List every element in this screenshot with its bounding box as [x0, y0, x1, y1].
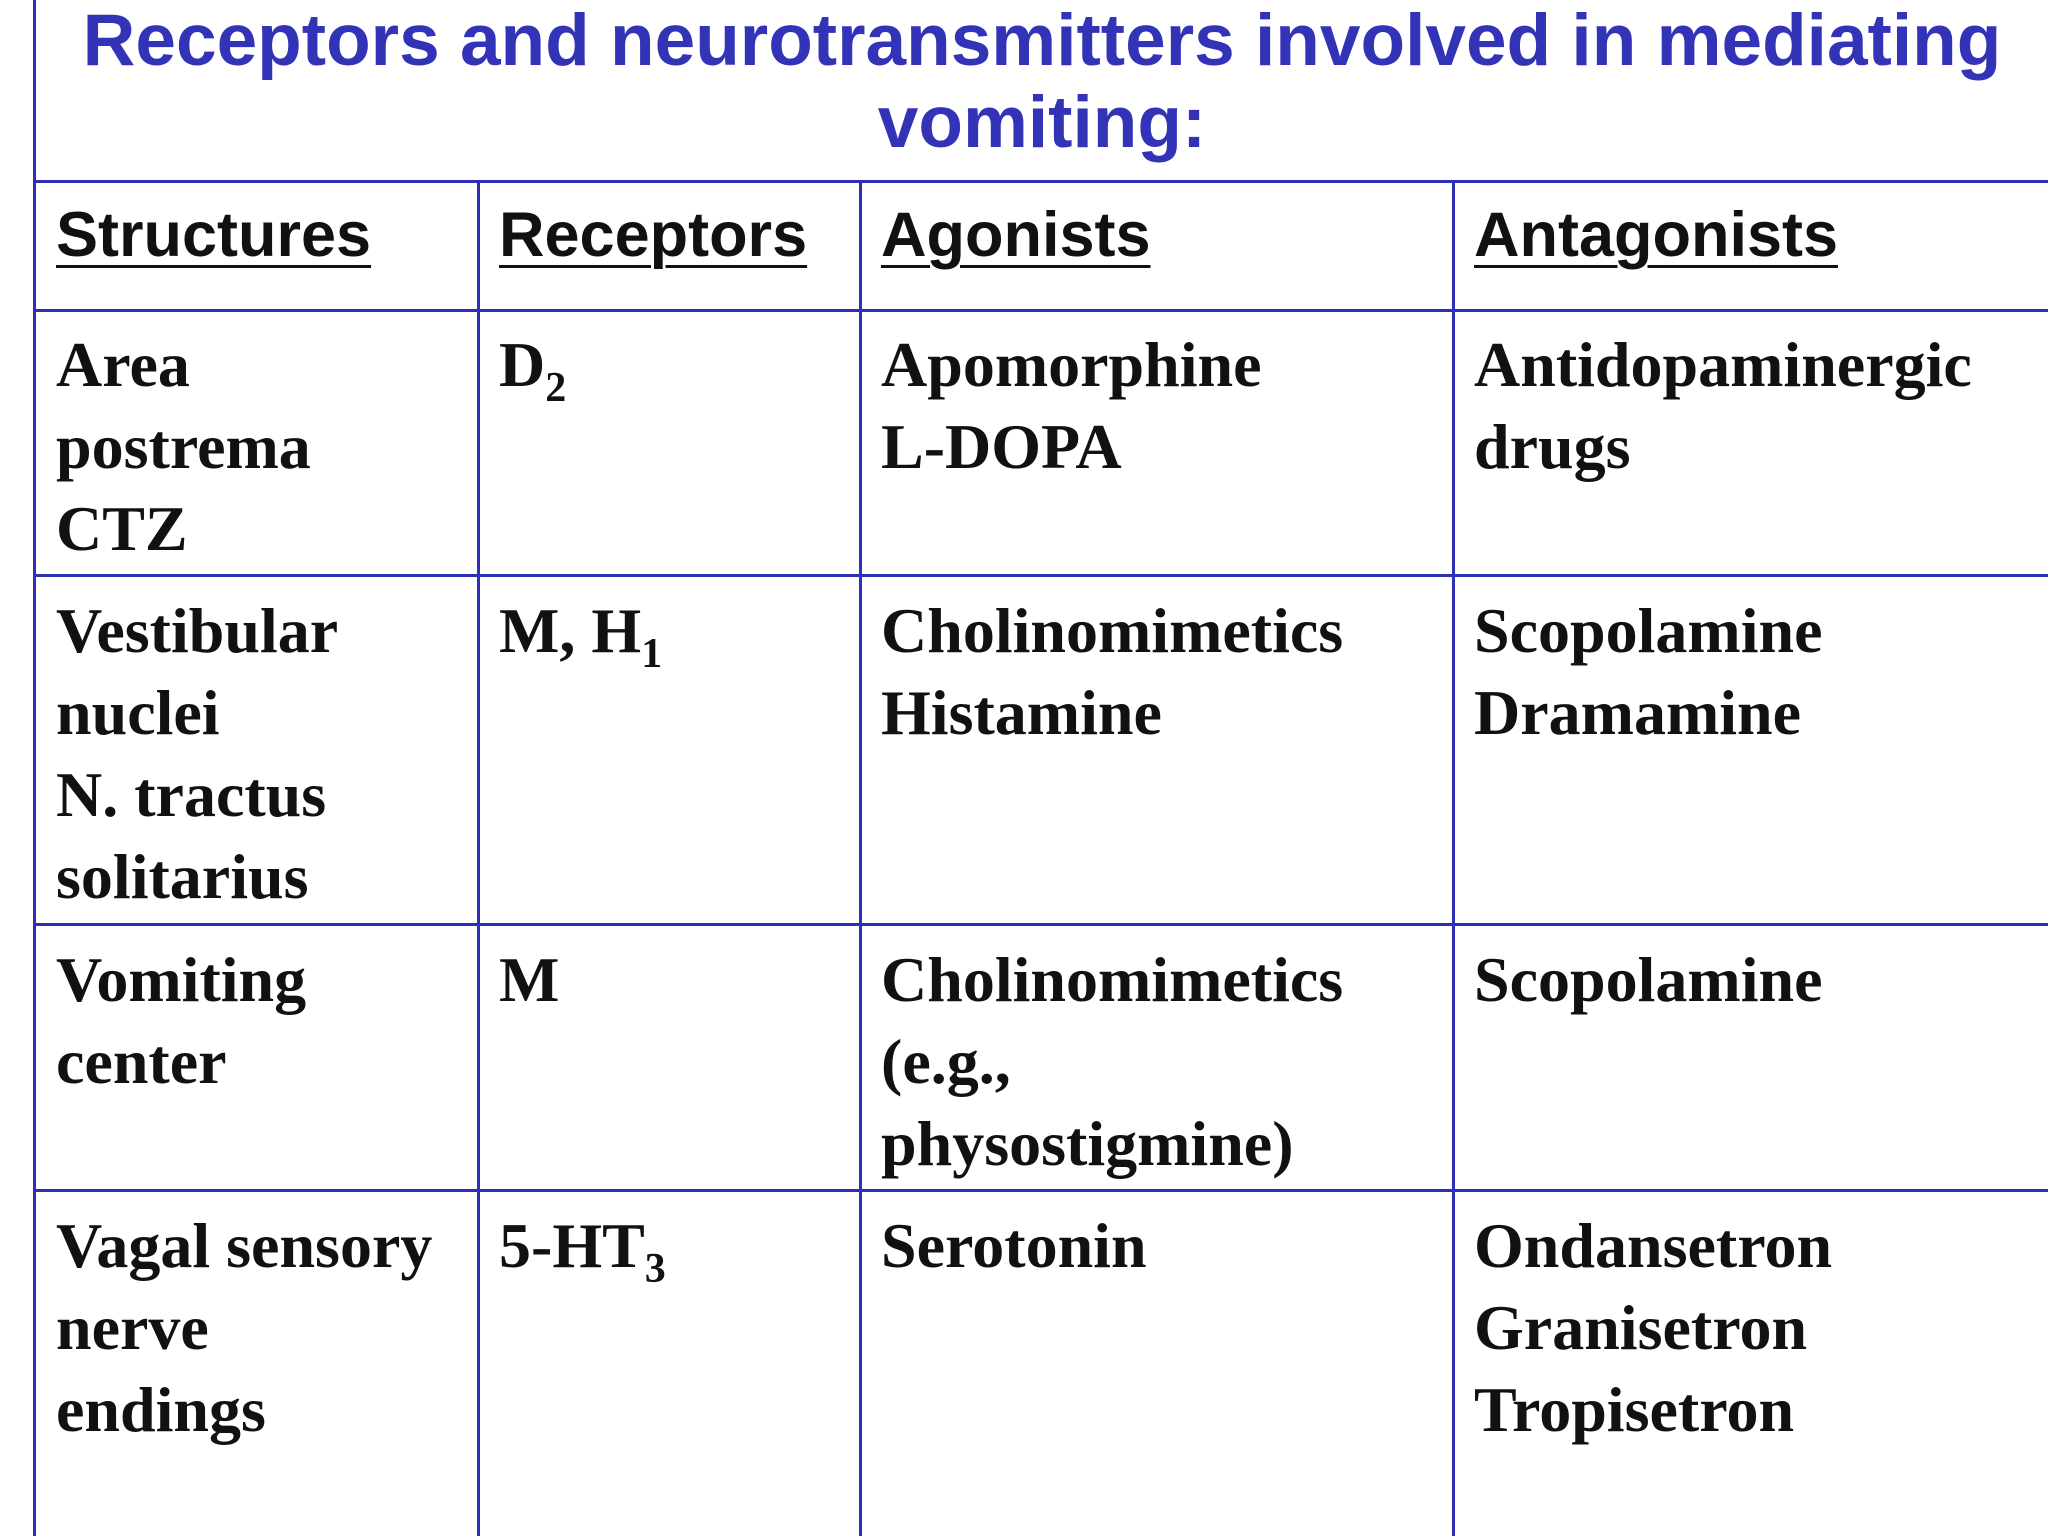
row-3-agonists	[881, 939, 1343, 1185]
row-1-structure	[56, 324, 311, 570]
structure-line: nerve	[56, 1292, 209, 1363]
row-3-bottom-rule	[33, 1189, 2048, 1192]
row-4-receptor	[499, 1205, 666, 1295]
header-receptors: Receptors	[499, 200, 808, 270]
antagonist-line: Dramamine	[1474, 677, 1802, 748]
title-line-2: vomiting:	[877, 82, 1207, 163]
agonist-line: Serotonin	[881, 1210, 1147, 1281]
agonist-line: Apomorphine	[881, 329, 1262, 400]
column-divider-3	[1452, 180, 1455, 1536]
antagonist-line: Scopolamine	[1474, 944, 1823, 1015]
header-structures: Structures	[56, 200, 372, 270]
header-antagonists: Antagonists	[1474, 200, 1839, 270]
row-2-bottom-rule	[33, 923, 2048, 926]
agonist-line: Cholinomimetics	[881, 944, 1344, 1015]
title-line-1: Receptors and neurotransmitters involved in mediating	[82, 0, 2002, 81]
antagonist-line: Granisetron	[1474, 1292, 1808, 1363]
row-1-receptor	[499, 324, 566, 414]
row-3-structure	[56, 939, 306, 1103]
agonist-line: Histamine	[881, 677, 1162, 748]
receptor-subscript: 3	[644, 1245, 666, 1292]
header-top-rule	[33, 180, 2048, 183]
structure-line: N. tractus	[56, 759, 327, 830]
structure-line: postrema	[56, 411, 311, 482]
agonist-line: L-DOPA	[881, 411, 1122, 482]
row-4-agonists	[881, 1205, 1147, 1287]
structure-line: center	[56, 1026, 227, 1097]
antagonist-line: drugs	[1474, 411, 1631, 482]
row-2-agonists	[881, 590, 1343, 754]
structure-line: Vomiting	[56, 944, 307, 1015]
structure-line: Vestibular	[56, 595, 339, 666]
row-4-structure	[56, 1205, 432, 1451]
column-divider-1	[477, 180, 480, 1536]
agonist-line: Cholinomimetics	[881, 595, 1344, 666]
receptor-base: M, H	[499, 595, 642, 666]
structure-line: CTZ	[56, 493, 188, 564]
receptor-base: M	[499, 944, 560, 1015]
agonist-line: (e.g.,	[881, 1026, 1011, 1097]
header-agonists: Agonists	[881, 200, 1151, 270]
row-1-agonists	[881, 324, 1262, 488]
structure-line: Area	[56, 329, 190, 400]
receptor-base: D	[499, 329, 546, 400]
row-3-antagonists	[1474, 939, 1822, 1021]
row-3-receptor	[499, 939, 559, 1021]
row-1-bottom-rule	[33, 574, 2048, 577]
row-2-receptor	[499, 590, 662, 680]
column-divider-2	[859, 180, 862, 1536]
structure-line: solitarius	[56, 841, 309, 912]
structure-line: Vagal sensory	[56, 1210, 433, 1281]
receptor-subscript: 2	[545, 364, 567, 411]
slide-title	[36, 0, 2048, 180]
receptor-base: 5-HT	[499, 1210, 645, 1281]
row-1-antagonists	[1474, 324, 1972, 488]
receptor-subscript: 1	[641, 630, 663, 677]
row-2-antagonists	[1474, 590, 1822, 754]
antagonist-line: Antidopaminergic	[1474, 329, 1972, 400]
antagonist-line: Ondansetron	[1474, 1210, 1833, 1281]
agonist-line: physostigmine)	[881, 1108, 1294, 1179]
structure-line: endings	[56, 1374, 266, 1445]
antagonist-line: Scopolamine	[1474, 595, 1823, 666]
structure-line: nuclei	[56, 677, 220, 748]
header-bottom-rule	[33, 309, 2048, 312]
antagonist-line: Tropisetron	[1474, 1374, 1795, 1445]
row-2-structure	[56, 590, 338, 918]
row-4-antagonists	[1474, 1205, 1832, 1451]
